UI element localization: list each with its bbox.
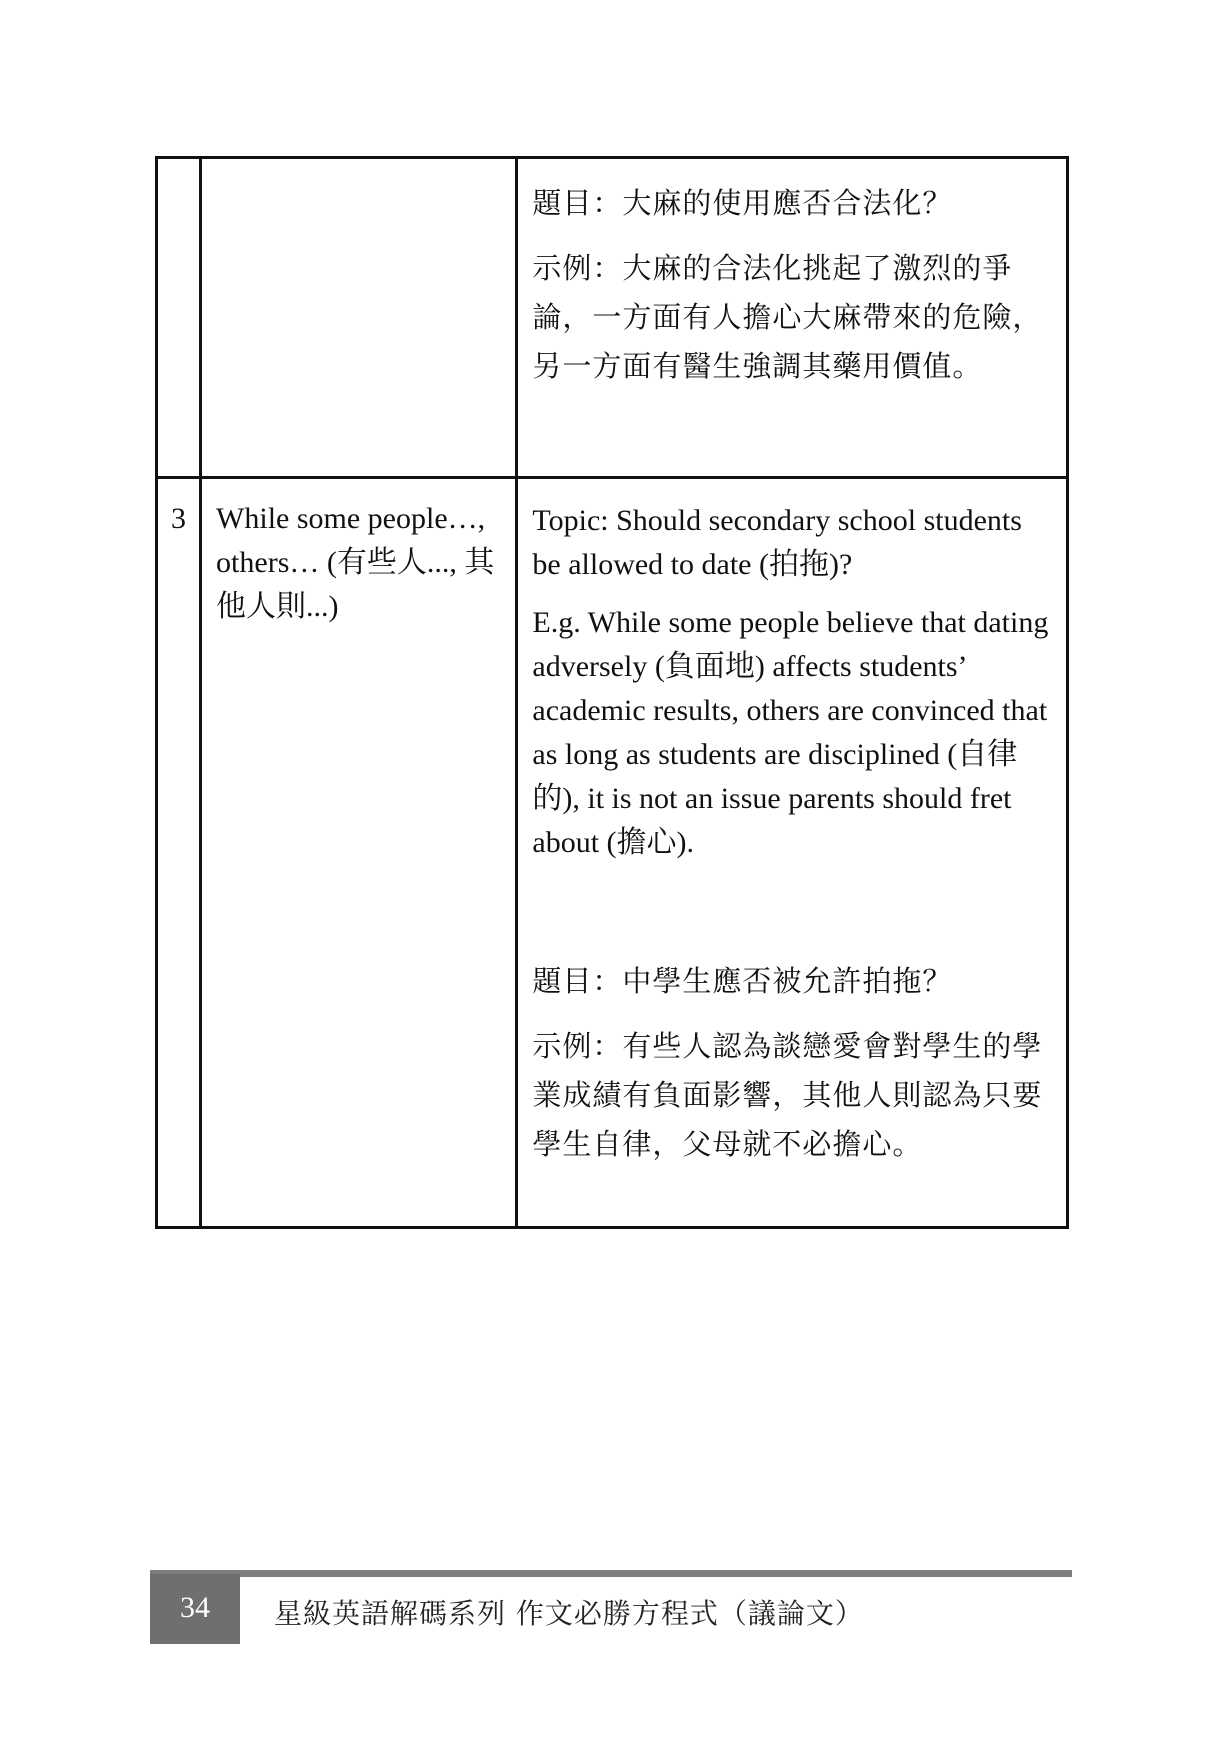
page-number: 34 [150,1574,240,1644]
example-cell [517,478,1068,1228]
book-title: 星級英語解碼系列 作文必勝方程式（議論文） [274,1597,864,1630]
row-number: 3 [157,478,201,1228]
table-row [157,478,1068,1228]
zh-topic: 題目：大麻的使用應否合法化？ [532,186,953,220]
row-number [157,158,201,478]
spacer [532,879,1050,957]
phrase-table [155,156,1069,1229]
zh-topic: 題目：中學生應否被允許拍拖？ [532,964,953,998]
en-example: E.g. While some people believe that dating adversely (負面地) affects students’ academic results, others are convinced that as long as students are disciplined (自律的), it is not an issue parents should fret about (擔心). [532,606,1049,859]
table-row [157,158,1068,478]
zh-example: 示例：有些人認為談戀愛會對學生的學業成績有負面影響，其他人則認為只要學生自律，父母就不必擔心。 [532,1029,1043,1161]
example-cell [517,158,1068,478]
en-topic: Topic: Should secondary school students be allowed to date (拍拖)? [532,504,1022,581]
sentence-structure: While some people…, others… (有些人..., 其他人則...) [201,478,517,1228]
footer-rule [150,1570,1072,1577]
zh-example: 示例：大麻的合法化挑起了激烈的爭論，一方面有人擔心大麻帶來的危險，另一方面有醫生強調其藥用價值。 [532,251,1043,383]
sentence-structure [201,158,517,478]
